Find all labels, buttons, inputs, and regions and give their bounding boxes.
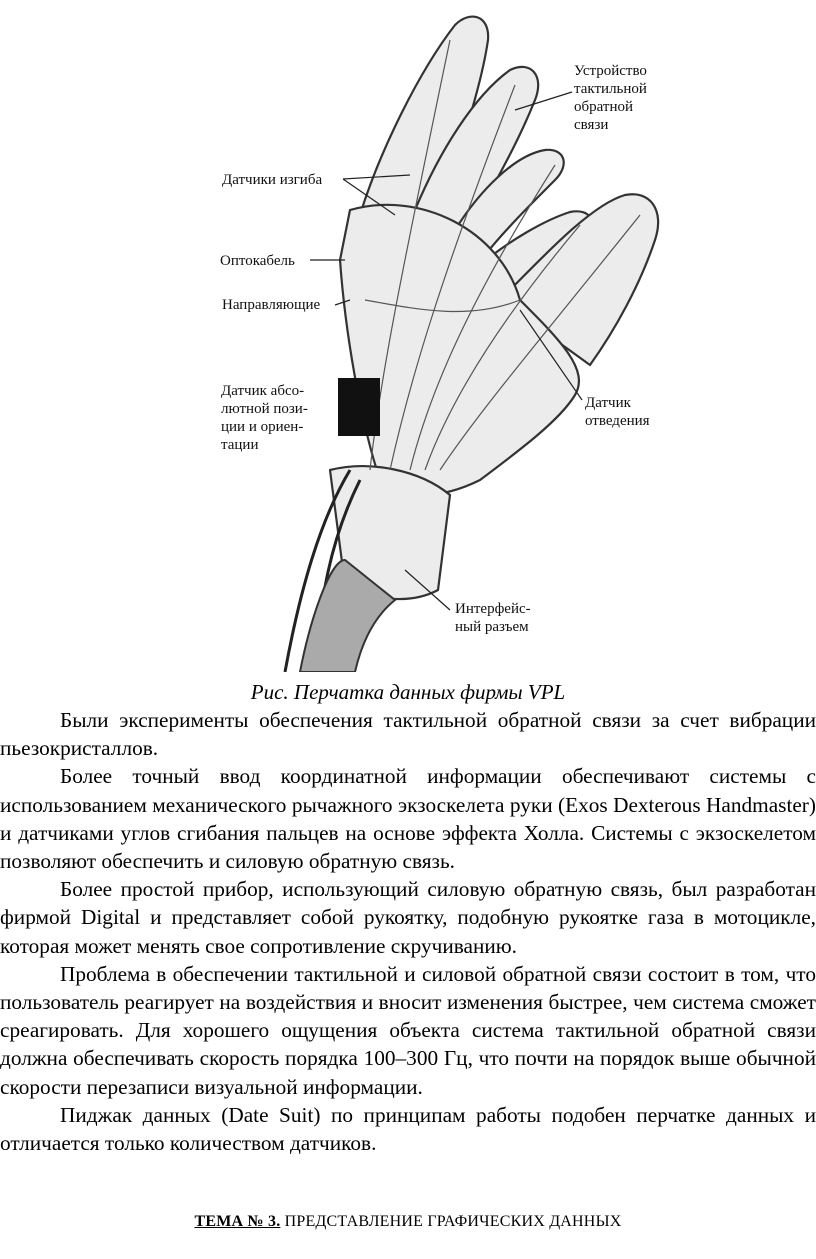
paragraph: Пиджак данных (Date Suit) по принципам работы подобен перчатке данных и отличается только количеством датчиков.: [0, 1102, 816, 1156]
label-guides: Направляющие: [222, 297, 321, 313]
paragraph: Были эксперименты обеспечения тактильной обратной связи за счет вибрации пьезокристаллов.: [0, 708, 816, 761]
label-bend-sensors: Датчики изгиба: [222, 172, 323, 188]
section-heading: [0, 1213, 816, 1231]
label-interface-connector: Интерфейс- ный разъем: [455, 601, 531, 635]
heading-number: ТЕМА № 3.: [194, 1213, 281, 1230]
label-position-sensor: Датчик абсо- лютной пози- ции и ориен- тации: [221, 383, 308, 453]
paragraph: Более точный ввод координатной информации обеспечивают системы с использованием механического рычажного экзоскелета руки (Exos Dexterous Handmaster) и датчиками углов сгибания пальцев на основе эффекта Холла. Системы с экзоскелетом позволяют обеспечить и силовую обратную связь.: [0, 764, 816, 874]
paragraph: Более простой прибор, использующий силовую обратную связь, был разработан фирмой Digital и представляет собой рукоятку, подобную рукоятке газа в мотоцикле, которая может менять свое сопротивление скручиванию.: [0, 877, 816, 958]
label-abduction-sensor: Датчик отведения: [585, 395, 650, 429]
body-text: [0, 706, 816, 1157]
figure-caption: Рис. Перчатка данных фирмы VPL: [250, 680, 566, 704]
position-sensor-block: [338, 378, 380, 436]
label-optocable: Оптокабель: [220, 253, 295, 269]
paragraph: Проблема в обеспечении тактильной и силовой обратной связи состоит в том, что пользователь реагирует на воздействия и вносит изменения быстрее, чем система сможет среагировать. Для хорошего ощущения объекта система тактильной обратной связи должна обеспечивать скорость порядка 100–300 Гц, что почти на порядок выше обычной скорости перезаписи визуальной информации.: [0, 961, 816, 1099]
label-feedback-device: Устройство тактильной обратной связи: [574, 63, 647, 133]
heading-title: ПРЕДСТАВЛЕНИЕ ГРАФИЧЕСКИХ ДАННЫХ: [280, 1213, 622, 1230]
